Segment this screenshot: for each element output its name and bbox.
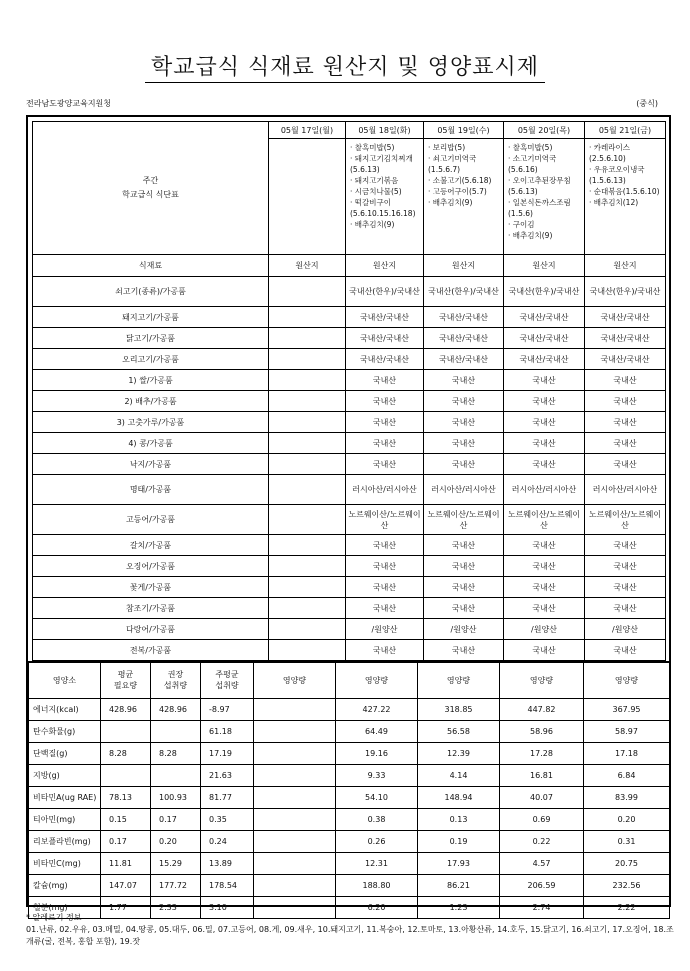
origin-cell: 국내산 bbox=[504, 598, 585, 619]
origin-cell bbox=[269, 505, 346, 535]
nutrition-row bbox=[29, 808, 670, 830]
origin-cell: 국내산(한우)/국내산 bbox=[424, 277, 504, 307]
origin-cell bbox=[269, 412, 346, 433]
nutrition-day-value: 206.59 bbox=[500, 874, 584, 896]
menu-table-frame bbox=[26, 115, 671, 912]
ingredient-label: 2) 배추/가공품 bbox=[33, 391, 269, 412]
requirement-value: 0.15 bbox=[101, 808, 151, 830]
nutrition-day-value: 17.93 bbox=[418, 852, 500, 874]
nutrition-day-value: 9.33 bbox=[336, 764, 418, 786]
origin-row bbox=[33, 349, 666, 370]
origin-row bbox=[33, 328, 666, 349]
origin-cell: 국내산 bbox=[585, 598, 666, 619]
ingredient-label: 명태/가공품 bbox=[33, 475, 269, 505]
origin-cell: 국내산 bbox=[504, 412, 585, 433]
ingredient-label: 고등어/가공품 bbox=[33, 505, 269, 535]
requirement-value: 1.77 bbox=[101, 896, 151, 918]
origin-row bbox=[33, 433, 666, 454]
nutrition-day-value: 0.69 bbox=[500, 808, 584, 830]
origin-header-cell: 원산지 bbox=[346, 255, 424, 277]
nutrition-day-value: 83.99 bbox=[584, 786, 670, 808]
origin-header-cell: 원산지 bbox=[424, 255, 504, 277]
origin-cell: 국내산/국내산 bbox=[424, 349, 504, 370]
origin-cell: 국내산 bbox=[504, 370, 585, 391]
origin-cell: 국내산/국내산 bbox=[424, 328, 504, 349]
origin-cell: 러시아산/러시아산 bbox=[504, 475, 585, 505]
menu-cell: · 카레라이스 (2.5.6.10) · 우유코오이냉국 (1.5.6.13) · 순대볶음(1.5.6.10) · 배추김치(12) bbox=[585, 139, 666, 255]
nutrient-label: 단백질(g) bbox=[29, 742, 101, 764]
origin-cell: 국내산 bbox=[504, 535, 585, 556]
requirement-value: 147.07 bbox=[101, 874, 151, 896]
origin-cell: 국내산 bbox=[346, 556, 424, 577]
origin-cell: 국내산(한우)/국내산 bbox=[504, 277, 585, 307]
allergy-notes-heading: * 알레르기 정보 bbox=[26, 913, 82, 922]
origin-cell: 국내산 bbox=[585, 535, 666, 556]
nutrition-day-value: 86.21 bbox=[418, 874, 500, 896]
origin-cell bbox=[269, 328, 346, 349]
weekly-average-value: 13.89 bbox=[201, 852, 254, 874]
origin-cell: 국내산/국내산 bbox=[585, 328, 666, 349]
organization-label: 전라남도광양교육지원청 bbox=[26, 99, 112, 108]
origin-cell: 국내산/국내산 bbox=[346, 349, 424, 370]
ingredient-label: 닭고기/가공품 bbox=[33, 328, 269, 349]
origin-cell: 국내산/국내산 bbox=[504, 307, 585, 328]
origin-cell: /원양산 bbox=[504, 619, 585, 640]
nutrition-row bbox=[29, 830, 670, 852]
nutrition-day-value: 0.13 bbox=[418, 808, 500, 830]
origin-cell bbox=[269, 475, 346, 505]
nutrition-day-value bbox=[254, 720, 336, 742]
nutrition-row bbox=[29, 698, 670, 720]
ingredient-label: 참조기/가공품 bbox=[33, 598, 269, 619]
origin-cell: 국내산 bbox=[346, 370, 424, 391]
origin-row bbox=[33, 454, 666, 475]
weekly-average-value: 0.24 bbox=[201, 830, 254, 852]
origin-cell: 국내산 bbox=[346, 640, 424, 661]
origin-cell: 국내산/국내산 bbox=[504, 349, 585, 370]
origin-row bbox=[33, 412, 666, 433]
nutrition-day-value: 19.16 bbox=[336, 742, 418, 764]
nutrition-day-value: 0.19 bbox=[418, 830, 500, 852]
origin-cell: /원양산 bbox=[424, 619, 504, 640]
recommended-value bbox=[151, 764, 201, 786]
menu-origin-table bbox=[32, 121, 666, 661]
date-header-cell: 05월 17일(월) bbox=[269, 122, 346, 139]
nutrition-day-header: 영양량 bbox=[336, 662, 418, 698]
origin-cell: 국내산/국내산 bbox=[346, 328, 424, 349]
origin-cell bbox=[269, 454, 346, 475]
origin-cell: 국내산 bbox=[424, 433, 504, 454]
requirement-value bbox=[101, 764, 151, 786]
origin-cell: 국내산/국내산 bbox=[504, 328, 585, 349]
nutrient-label: 티아민(mg) bbox=[29, 808, 101, 830]
origin-cell: 국내산 bbox=[504, 391, 585, 412]
ingredient-label: 갈치/가공품 bbox=[33, 535, 269, 556]
origin-cell: 국내산 bbox=[585, 454, 666, 475]
recommended-value: 0.17 bbox=[151, 808, 201, 830]
nutrient-label: 탄수화물(g) bbox=[29, 720, 101, 742]
recommended-value: 177.72 bbox=[151, 874, 201, 896]
origin-cell: 국내산 bbox=[585, 577, 666, 598]
nutrition-table bbox=[28, 661, 670, 919]
nutrition-day-value: 4.14 bbox=[418, 764, 500, 786]
nutrition-row bbox=[29, 852, 670, 874]
nutrition-day-value: 232.56 bbox=[584, 874, 670, 896]
requirement-value bbox=[101, 720, 151, 742]
ingredient-label: 오징어/가공품 bbox=[33, 556, 269, 577]
nutrient-label: 비타민A(ug RAE) bbox=[29, 786, 101, 808]
origin-cell: 국내산 bbox=[504, 640, 585, 661]
nutrition-day-value: 0.38 bbox=[336, 808, 418, 830]
origin-cell: 러시아산/러시아산 bbox=[585, 475, 666, 505]
recommended-value: 428.96 bbox=[151, 698, 201, 720]
menu-cell: · 찰흑미밥(5) · 돼지고기김치찌개 (5.6.13) · 돼지고기볶음 · 시금치나물(5) · 떡갈비구이 (5.6.10.15.16.18) · 배추김치(9) bbox=[346, 139, 424, 255]
origin-cell bbox=[269, 577, 346, 598]
origin-cell: 러시아산/러시아산 bbox=[346, 475, 424, 505]
origin-cell bbox=[269, 433, 346, 454]
origin-cell: 노르웨이산/노르웨이산 bbox=[585, 505, 666, 535]
origin-cell: 국내산 bbox=[585, 640, 666, 661]
nutrition-row bbox=[29, 764, 670, 786]
ingredient-label: 1) 쌀/가공품 bbox=[33, 370, 269, 391]
nutrition-day-value bbox=[254, 698, 336, 720]
origin-cell bbox=[269, 598, 346, 619]
nutrition-day-value: 0.26 bbox=[336, 830, 418, 852]
origin-cell: 러시아산/러시아산 bbox=[424, 475, 504, 505]
nutrition-day-value: 58.96 bbox=[500, 720, 584, 742]
origin-cell: 국내산 bbox=[346, 454, 424, 475]
origin-cell: 국내산 bbox=[346, 577, 424, 598]
ingredient-label: 돼지고기/가공품 bbox=[33, 307, 269, 328]
nutrition-day-value: 148.94 bbox=[418, 786, 500, 808]
recommended-value bbox=[151, 720, 201, 742]
nutrition-day-header: 영양량 bbox=[418, 662, 500, 698]
origin-cell: 국내산/국내산 bbox=[424, 307, 504, 328]
nutrition-day-value: 16.81 bbox=[500, 764, 584, 786]
weekly-average-value: 81.77 bbox=[201, 786, 254, 808]
recommended-value: 15.29 bbox=[151, 852, 201, 874]
weekly-average-header: 주평균 섭취량 bbox=[201, 662, 254, 698]
origin-cell: 국내산 bbox=[424, 391, 504, 412]
origin-row bbox=[33, 505, 666, 535]
weekly-average-value: -8.97 bbox=[201, 698, 254, 720]
nutrition-day-value bbox=[254, 852, 336, 874]
origin-cell: 국내산(한우)/국내산 bbox=[346, 277, 424, 307]
nutrition-header-row bbox=[29, 662, 670, 698]
recommended-value: 0.20 bbox=[151, 830, 201, 852]
nutrition-row bbox=[29, 742, 670, 764]
nutrition-day-value: 2.74 bbox=[500, 896, 584, 918]
origin-header-cell: 원산지 bbox=[585, 255, 666, 277]
nutrition-day-value: 17.18 bbox=[584, 742, 670, 764]
origin-cell: 국내산 bbox=[424, 454, 504, 475]
ingredient-header: 식재료 bbox=[33, 255, 269, 277]
requirement-value: 8.28 bbox=[101, 742, 151, 764]
origin-cell: 국내산/국내산 bbox=[585, 349, 666, 370]
ingredient-label: 4) 콩/가공품 bbox=[33, 433, 269, 454]
nutrient-label: 칼슘(mg) bbox=[29, 874, 101, 896]
origin-cell: 국내산 bbox=[504, 454, 585, 475]
requirement-value: 11.81 bbox=[101, 852, 151, 874]
origin-row bbox=[33, 619, 666, 640]
nutrition-day-header: 영양량 bbox=[500, 662, 584, 698]
nutrition-day-value: 12.31 bbox=[336, 852, 418, 874]
nutrition-day-value: 58.97 bbox=[584, 720, 670, 742]
origin-row bbox=[33, 391, 666, 412]
origin-cell: 국내산 bbox=[346, 412, 424, 433]
recommended-value: 100.93 bbox=[151, 786, 201, 808]
origin-cell: 국내산 bbox=[585, 370, 666, 391]
origin-cell: 국내산 bbox=[424, 598, 504, 619]
ingredient-label: 전복/가공품 bbox=[33, 640, 269, 661]
origin-cell: 국내산 bbox=[424, 370, 504, 391]
nutrition-day-value: 2.22 bbox=[584, 896, 670, 918]
origin-cell: 국내산(한우)/국내산 bbox=[585, 277, 666, 307]
nutrition-day-value bbox=[254, 830, 336, 852]
nutrition-day-value: 12.39 bbox=[418, 742, 500, 764]
nutrition-day-value bbox=[254, 742, 336, 764]
origin-cell bbox=[269, 391, 346, 412]
origin-cell: /원양산 bbox=[585, 619, 666, 640]
origin-cell: 국내산 bbox=[424, 556, 504, 577]
weekly-average-value: 3.10 bbox=[201, 896, 254, 918]
nutrient-label: 지방(g) bbox=[29, 764, 101, 786]
nutrient-label: 비타민C(mg) bbox=[29, 852, 101, 874]
origin-cell: 국내산 bbox=[585, 556, 666, 577]
ingredient-label: 3) 고춧가루/가공품 bbox=[33, 412, 269, 433]
origin-cell: 국내산 bbox=[346, 433, 424, 454]
nutrient-label: 에너지(kcal) bbox=[29, 698, 101, 720]
nutrition-day-value: 1.23 bbox=[418, 896, 500, 918]
requirement-value: 428.96 bbox=[101, 698, 151, 720]
ingredient-label: 쇠고기(종류)/가공품 bbox=[33, 277, 269, 307]
nutrition-day-value: 367.95 bbox=[584, 698, 670, 720]
nutrient-header: 영양소 bbox=[29, 662, 101, 698]
menu-cell: · 찰흑미밥(5) · 소고기미역국 (5.6.16) · 오이고추된장무침 (5.6.13) · 일본식돈까스조림 (1.5.6) · 구이김 · 배추김치(9) bbox=[504, 139, 585, 255]
origin-cell: 노르웨이산/노르웨이산 bbox=[504, 505, 585, 535]
nutrition-day-value: 64.49 bbox=[336, 720, 418, 742]
ingredient-label: 낙지/가공품 bbox=[33, 454, 269, 475]
date-header-cell: 05월 21일(금) bbox=[585, 122, 666, 139]
origin-cell: 노르웨이산/노르웨이산 bbox=[346, 505, 424, 535]
origin-cell bbox=[269, 277, 346, 307]
origin-cell: 국내산 bbox=[424, 535, 504, 556]
origin-row bbox=[33, 577, 666, 598]
weekly-average-value: 178.54 bbox=[201, 874, 254, 896]
ingredient-label: 꽃게/가공품 bbox=[33, 577, 269, 598]
origin-cell: 국내산 bbox=[585, 391, 666, 412]
date-header-cell: 05월 20일(목) bbox=[504, 122, 585, 139]
allergy-notes-text: 01.난류, 02.우유, 03.메밀, 04.땅콩, 05.대두, 06.밀, 07.고등어, 08.게, 09.새우, 10.돼지고기, 11.복숭아, 12.토마토, 13.아황산류, 14.호두, 15.닭고기, 16.쇠고기, 17.오징어, 18.조개류(굴, 전복, 홍합 포함), 19.잣 bbox=[26, 925, 674, 946]
origin-cell: 국내산 bbox=[424, 640, 504, 661]
origin-cell: 국내산 bbox=[346, 598, 424, 619]
nutrition-day-value: 56.58 bbox=[418, 720, 500, 742]
date-header-cell: 05월 19일(수) bbox=[424, 122, 504, 139]
origin-cell bbox=[269, 349, 346, 370]
recommended-header: 권장 섭취량 bbox=[151, 662, 201, 698]
weekly-average-value: 21.63 bbox=[201, 764, 254, 786]
origin-cell: 국내산 bbox=[346, 391, 424, 412]
nutrition-row bbox=[29, 786, 670, 808]
nutrition-day-value: 447.82 bbox=[500, 698, 584, 720]
page-title bbox=[0, 50, 690, 81]
nutrition-day-header: 영양량 bbox=[584, 662, 670, 698]
origin-cell: /원양산 bbox=[346, 619, 424, 640]
origin-row bbox=[33, 475, 666, 505]
ingredient-label: 다랑어/가공품 bbox=[33, 619, 269, 640]
origin-cell bbox=[269, 640, 346, 661]
nutrition-day-value bbox=[254, 808, 336, 830]
nutrition-day-value: 40.07 bbox=[500, 786, 584, 808]
nutrition-day-value bbox=[254, 764, 336, 786]
nutrition-day-value: 188.80 bbox=[336, 874, 418, 896]
nutrition-day-value: 318.85 bbox=[418, 698, 500, 720]
origin-cell: 국내산/국내산 bbox=[585, 307, 666, 328]
requirement-header: 평균 필요량 bbox=[101, 662, 151, 698]
origin-row bbox=[33, 370, 666, 391]
origin-cell bbox=[269, 556, 346, 577]
nutrient-label: 리보플라빈(mg) bbox=[29, 830, 101, 852]
nutrition-day-value: 4.57 bbox=[500, 852, 584, 874]
nutrition-day-value: 427.22 bbox=[336, 698, 418, 720]
origin-cell: 국내산 bbox=[424, 412, 504, 433]
nutrition-day-value: 54.10 bbox=[336, 786, 418, 808]
origin-row bbox=[33, 307, 666, 328]
weekly-average-value: 0.35 bbox=[201, 808, 254, 830]
allergy-notes bbox=[26, 912, 676, 948]
origin-cell: 국내산 bbox=[585, 412, 666, 433]
nutrition-day-value: 0.31 bbox=[584, 830, 670, 852]
origin-row bbox=[33, 598, 666, 619]
nutrition-day-value bbox=[254, 786, 336, 808]
meal-type-label: (중식) bbox=[636, 99, 658, 108]
origin-row bbox=[33, 556, 666, 577]
origin-cell bbox=[269, 370, 346, 391]
origin-row bbox=[33, 277, 666, 307]
origin-cell: 국내산 bbox=[585, 433, 666, 454]
nutrition-day-value: 20.75 bbox=[584, 852, 670, 874]
origin-row bbox=[33, 535, 666, 556]
nutrition-day-value: 17.28 bbox=[500, 742, 584, 764]
date-header-cell: 05월 18일(화) bbox=[346, 122, 424, 139]
nutrition-row bbox=[29, 874, 670, 896]
origin-cell: 국내산 bbox=[504, 577, 585, 598]
nutrition-day-value: 6.84 bbox=[584, 764, 670, 786]
nutrition-day-value: 0.22 bbox=[500, 830, 584, 852]
origin-cell bbox=[269, 535, 346, 556]
ingredient-label: 오리고기/가공품 bbox=[33, 349, 269, 370]
origin-header-cell: 원산지 bbox=[504, 255, 585, 277]
requirement-value: 78.13 bbox=[101, 786, 151, 808]
nutrition-day-value: 6.20 bbox=[336, 896, 418, 918]
origin-cell: 국내산 bbox=[504, 433, 585, 454]
nutrition-day-value bbox=[254, 874, 336, 896]
nutrition-day-header: 영양량 bbox=[254, 662, 336, 698]
origin-cell: 국내산 bbox=[346, 535, 424, 556]
menu-cell bbox=[269, 139, 346, 255]
nutrition-day-value: 0.20 bbox=[584, 808, 670, 830]
requirement-value: 0.17 bbox=[101, 830, 151, 852]
origin-cell bbox=[269, 619, 346, 640]
weekly-menu-corner: 주간 학교급식 식단표 bbox=[33, 122, 269, 255]
date-header-row bbox=[33, 122, 666, 139]
recommended-value: 2.33 bbox=[151, 896, 201, 918]
weekly-average-value: 61.18 bbox=[201, 720, 254, 742]
weekly-average-value: 17.19 bbox=[201, 742, 254, 764]
origin-cell bbox=[269, 307, 346, 328]
origin-header-row bbox=[33, 255, 666, 277]
origin-cell: 국내산/국내산 bbox=[346, 307, 424, 328]
origin-cell: 노르웨이산/노르웨이산 bbox=[424, 505, 504, 535]
nutrition-row bbox=[29, 720, 670, 742]
origin-header-cell: 원산지 bbox=[269, 255, 346, 277]
origin-cell: 국내산 bbox=[424, 577, 504, 598]
origin-row bbox=[33, 640, 666, 661]
origin-cell: 국내산 bbox=[504, 556, 585, 577]
recommended-value: 8.28 bbox=[151, 742, 201, 764]
page-title-text: 학교급식 식재료 원산지 및 영양표시제 bbox=[145, 55, 545, 83]
menu-cell: · 보리밥(5) · 쇠고기미역국 (1.5.6.7) · 소불고기(5.6.18) · 고등어구이(5.7) · 배추김치(9) bbox=[424, 139, 504, 255]
nutrient-label: 철분(mg) bbox=[29, 896, 101, 918]
